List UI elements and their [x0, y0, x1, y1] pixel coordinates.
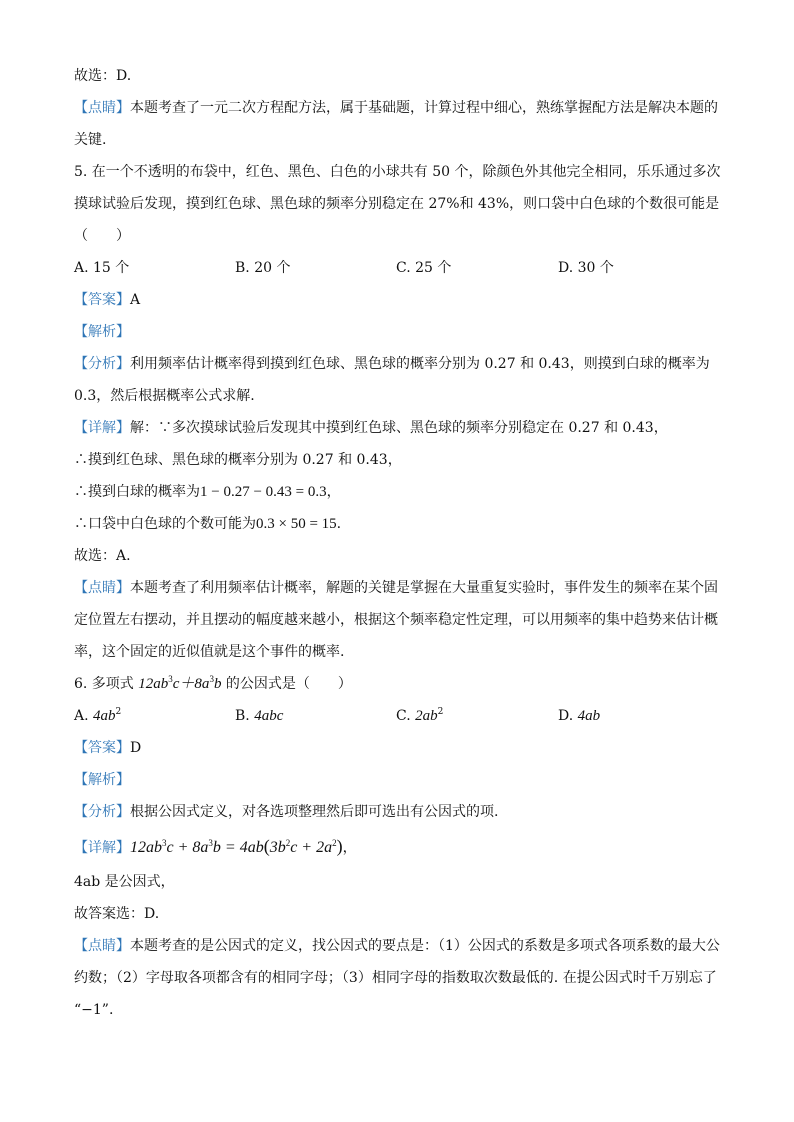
- q6-polynomial: $12ab^3c+8a^3b$: [138, 674, 222, 692]
- q5-answer: [74, 290, 140, 310]
- answer-value: D: [130, 740, 142, 756]
- detail-formula: 1 − 0.27 − 0.43 = 0.3: [200, 484, 327, 500]
- detail-punct: ，: [326, 484, 341, 500]
- q6-detail: 【详解】$12ab^3c + 8a^3b = 4ab(3b^2c + 2a^2)$，: [74, 836, 357, 856]
- detail-tag: 【详解】: [74, 420, 130, 436]
- q5-option-b: B. 20 个: [235, 260, 291, 276]
- answer-tag: 【答案】: [74, 740, 130, 756]
- comment-text: 本题考查的是公因式的定义，找公因式的要点是：（1）公因式的系数是多项式各项系数的最大公: [130, 938, 720, 954]
- q5-fenxi-line1: [74, 354, 710, 374]
- q5-fenxi-line2: 0.3，然后根据概率公式求解.: [74, 388, 255, 404]
- q6-answer: [74, 738, 141, 758]
- detail-tag: 【详解】: [74, 840, 130, 856]
- answer-value: A: [130, 292, 141, 308]
- q6-comment-line2: 约数；（2）字母取各项都含有的相同字母；（3）相同字母的指数取次数最低的. 在提公因式时千万别忘了: [74, 970, 717, 986]
- comment-tag: 【点睛】: [74, 580, 130, 596]
- q6-fenxi: [74, 802, 498, 822]
- q6-suffix: 的公因式是（ ）: [221, 676, 352, 692]
- detail-punct: .: [336, 516, 342, 532]
- q6-conclusion: 故答案选：D.: [74, 906, 160, 922]
- q6-common-factor: 4ab 是公因式，: [74, 874, 175, 890]
- q5-detail-line2: ∴摸到红色球、黑色球的概率分别为 0.27 和 0.43，: [74, 452, 402, 468]
- q5-comment-line2: 定位置左右摆动，并且摆动的幅度越来越小，根据这个频率稳定性定理，可以用频率的集中趋势来估计概: [74, 612, 718, 628]
- comment-text: 本题考查了利用频率估计概率，解题的关键是掌握在大量重复实验时，事件发生的频率在某个固: [130, 580, 718, 596]
- q6-option-b: B. 4abc: [235, 708, 284, 724]
- comment-tag: 【点睛】: [74, 938, 130, 954]
- detail-text: 解：∵多次摸球试验后发现其中摸到红色球、黑色球的频率分别稳定在 0.27 和 0.43，: [130, 420, 668, 436]
- fenxi-text: 利用频率估计概率得到摸到红色球、黑色球的概率分别为 0.27 和 0.43，则摸到白球的概率为: [130, 356, 710, 372]
- q6-comment-line1: [74, 936, 720, 956]
- q6-comment-line3: “−1”.: [74, 1002, 114, 1018]
- q5-stem-line2: 摸球试验后发现，摸到红色球、黑色球的频率分别稳定在 27%和 43%，则口袋中白色球的个数很可能是: [74, 196, 720, 212]
- answer-tag: 【答案】: [74, 292, 130, 308]
- q5-detail-line4: [74, 514, 341, 534]
- q5-stem-line1: 5. 在一个不透明的布袋中，红色、黑色、白色的小球共有 50 个，除颜色外其他完全相同，乐乐通过多次: [74, 164, 721, 180]
- detail-text: ∴摸到白球的概率为: [74, 484, 200, 500]
- q5-comment-line3: 率，这个固定的近似值就是这个事件的概率.: [74, 644, 345, 660]
- q6-prefix: 6. 多项式: [74, 676, 139, 692]
- q5-comment-line1: [74, 578, 718, 598]
- prev-comment-line1: [74, 98, 718, 118]
- q6-analysis-tag: 【解析】: [74, 772, 130, 788]
- q6-option-a: A. $4ab^2$: [74, 707, 122, 724]
- fenxi-tag: 【分析】: [74, 356, 130, 372]
- q5-stem-line3: （ ）: [74, 228, 130, 244]
- comment-text: 本题考查了一元二次方程配方法，属于基础题，计算过程中细心，熟练掌握配方法是解决本题的: [130, 100, 718, 116]
- q6-option-d: D. 4ab: [558, 708, 601, 724]
- q6-stem: [74, 674, 352, 694]
- q5-analysis-tag: 【解析】: [74, 324, 130, 340]
- detail-text: ∴口袋中白色球的个数可能为: [74, 516, 256, 532]
- prev-comment-line2: 关键.: [74, 132, 107, 148]
- q5-detail-line3: [74, 482, 341, 502]
- q5-option-d: D. 30 个: [558, 260, 614, 276]
- fenxi-tag: 【分析】: [74, 804, 130, 820]
- fenxi-text: 根据公因式定义，对各选项整理然后即可选出有公因式的项.: [130, 804, 499, 820]
- q5-option-c: C. 25 个: [396, 260, 452, 276]
- q5-option-a: A. 15 个: [74, 260, 130, 276]
- q6-factor-equation: $12ab^3c + 8a^3b = 4ab(3b^2c + 2a^2)$: [130, 836, 343, 856]
- q6-option-c: C. $2ab^2$: [396, 707, 444, 724]
- prev-answer: 故选：D.: [74, 68, 132, 84]
- detail-formula: 0.3 × 50 = 15: [256, 516, 337, 532]
- comment-tag: 【点睛】: [74, 100, 130, 116]
- q5-conclusion: 故选：A.: [74, 548, 131, 564]
- q5-detail-line1: [74, 418, 668, 438]
